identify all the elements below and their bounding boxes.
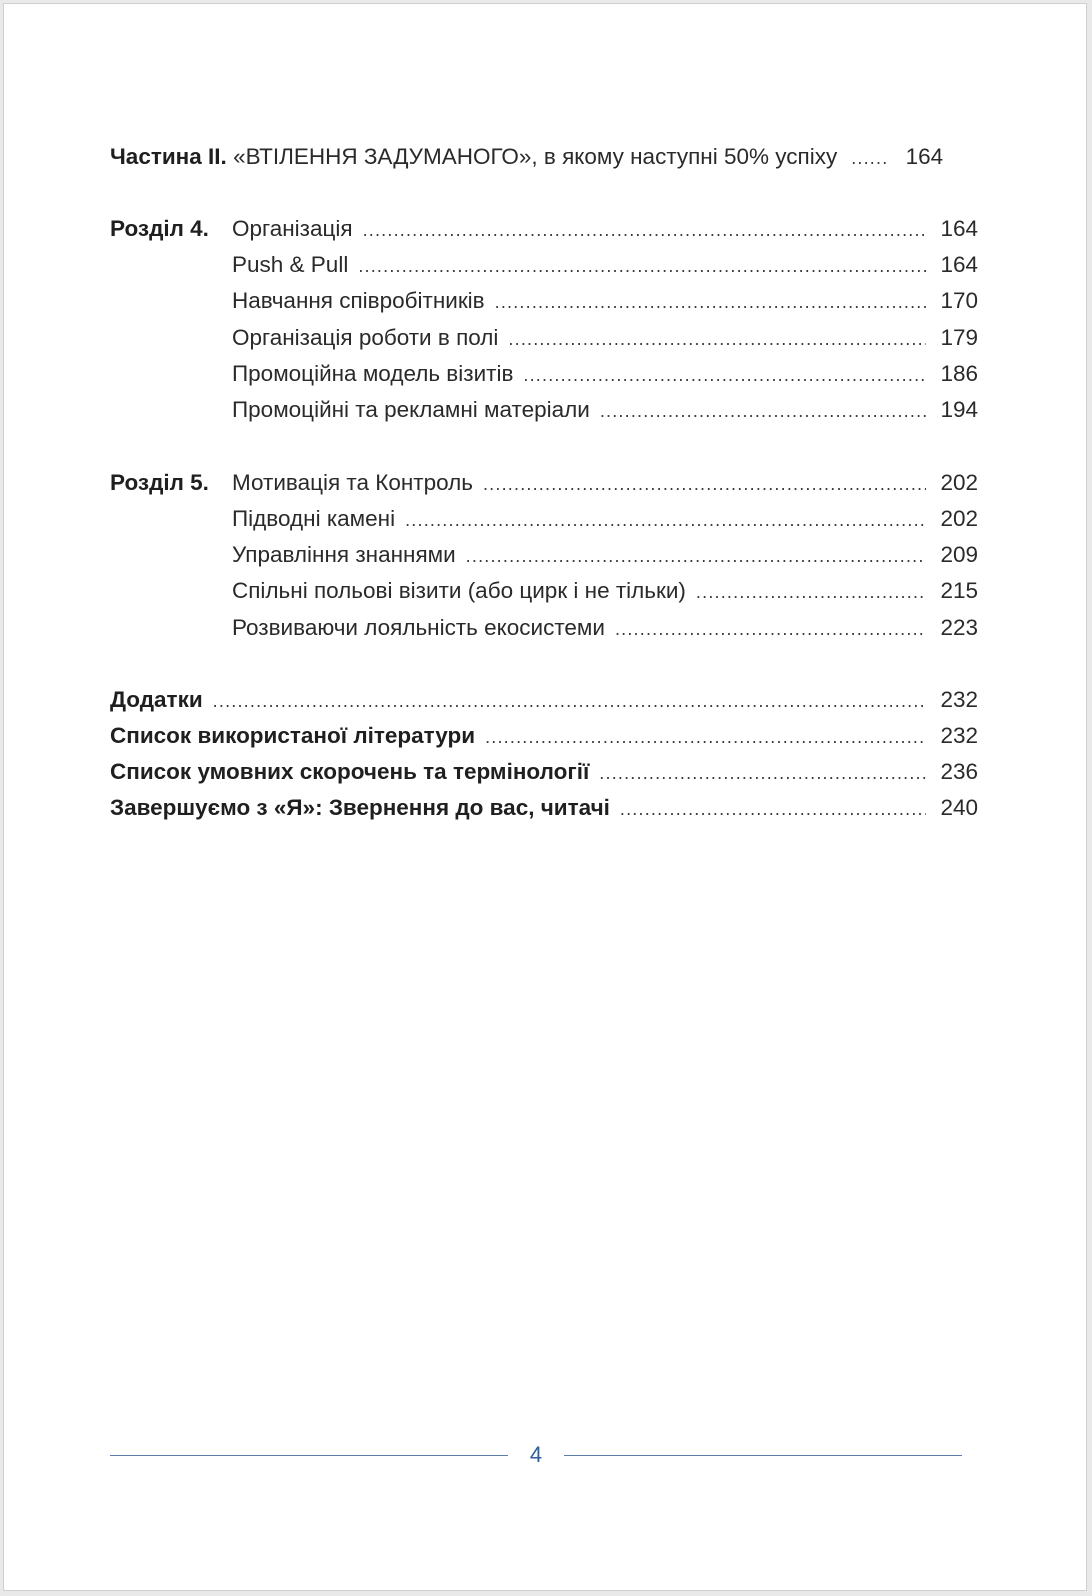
document-page xyxy=(3,3,1087,1591)
toc-entry[interactable] xyxy=(110,322,978,354)
footer-page-number: 4 xyxy=(529,1442,543,1467)
toc-page-number: 223 xyxy=(940,615,978,640)
toc-entry[interactable] xyxy=(110,358,978,390)
toc-entry-title: Промоційні та рекламні матеріали xyxy=(232,397,590,422)
toc-entry-section-5[interactable] xyxy=(110,467,978,499)
toc-page-number: 179 xyxy=(940,325,978,350)
toc-section-prefix: Розділ 5. xyxy=(110,470,209,495)
toc-page-number: 232 xyxy=(940,723,978,748)
toc-page-number: 209 xyxy=(940,542,978,567)
toc-leader-dots xyxy=(483,468,926,500)
toc-entry[interactable] xyxy=(110,285,978,317)
toc-page-number: 202 xyxy=(940,470,978,495)
toc-entry[interactable] xyxy=(110,249,978,281)
toc-entry-title: Розвиваючи лояльність екосистеми xyxy=(232,615,605,640)
toc-entry-title: Список використаної літератури xyxy=(110,723,476,748)
toc-entry-title: Спільні польові візити (або цирк і не тільки) xyxy=(232,578,686,603)
toc-leader-dots xyxy=(466,540,926,572)
toc-leader-dots xyxy=(485,721,926,753)
toc-entry[interactable] xyxy=(110,539,978,571)
toc-section-prefix: Розділ 4. xyxy=(110,216,209,241)
toc-leader-dots xyxy=(508,323,926,355)
toc-leader-dots xyxy=(696,576,926,608)
page-footer xyxy=(110,1440,962,1470)
toc-page-number: 194 xyxy=(940,397,978,422)
toc-entry-bibliography[interactable] xyxy=(110,720,978,752)
toc-entry-title: Список умовних скорочень та термінології xyxy=(110,759,590,784)
toc-leader-dots xyxy=(213,685,926,717)
toc-leader-dots xyxy=(851,142,887,174)
toc-leader-dots xyxy=(523,359,926,391)
toc-entry-title: Організація роботи в полі xyxy=(232,325,499,350)
toc-entry-title: Навчання співробітників xyxy=(232,288,485,313)
toc-leader-dots xyxy=(615,613,926,645)
toc-leader-dots xyxy=(405,504,926,536)
toc-entry[interactable] xyxy=(110,394,978,426)
toc-section-title: Мотивація та Контроль xyxy=(232,470,473,495)
toc-page-number: 164 xyxy=(940,216,978,241)
toc-leader-dots xyxy=(363,214,926,246)
toc-page-number: 170 xyxy=(940,288,978,313)
toc-part-title: «ВТІЛЕННЯ ЗАДУМАНОГО», в якому наступні 50% успіху xyxy=(233,144,838,169)
toc-entry-title: Управління знаннями xyxy=(232,542,456,567)
toc-part-prefix: Частина II. xyxy=(110,144,227,169)
toc-entry-title: Завершуємо з «Я»: Звернення до вас, читачі xyxy=(110,795,610,820)
toc-page-number: 186 xyxy=(940,361,978,386)
toc-leader-dots xyxy=(599,757,926,789)
toc-entry-afterword[interactable] xyxy=(110,792,978,824)
toc-page-number: 202 xyxy=(940,506,978,531)
toc-entry-glossary[interactable] xyxy=(110,756,978,788)
toc-page-number: 215 xyxy=(940,578,978,603)
footer-rule-right xyxy=(564,1455,962,1456)
toc-leader-dots xyxy=(600,395,926,427)
toc-entry-section-4[interactable] xyxy=(110,213,978,245)
toc-page-number: 164 xyxy=(905,144,944,169)
footer-rule-left xyxy=(110,1455,508,1456)
toc-page-number: 164 xyxy=(940,252,978,277)
toc-entry-title: Підводні камені xyxy=(232,506,396,531)
toc-entry[interactable] xyxy=(110,575,978,607)
toc-entry-title: Додатки xyxy=(110,687,203,712)
toc-entry-appendix[interactable] xyxy=(110,684,978,716)
toc-entry-title: Push & Pull xyxy=(232,252,349,277)
toc-page-number: 236 xyxy=(940,759,978,784)
toc-entry-part-2[interactable] xyxy=(110,141,978,173)
toc-leader-dots xyxy=(620,793,926,825)
toc-page-number: 240 xyxy=(940,795,978,820)
toc-leader-dots xyxy=(495,286,926,318)
toc-entry[interactable] xyxy=(110,503,978,535)
toc-page-number: 232 xyxy=(940,687,978,712)
toc-entry[interactable] xyxy=(110,612,978,644)
toc-leader-dots xyxy=(358,250,926,282)
toc-section-title: Організація xyxy=(232,216,353,241)
toc-entry-title: Промоційна модель візитів xyxy=(232,361,514,386)
